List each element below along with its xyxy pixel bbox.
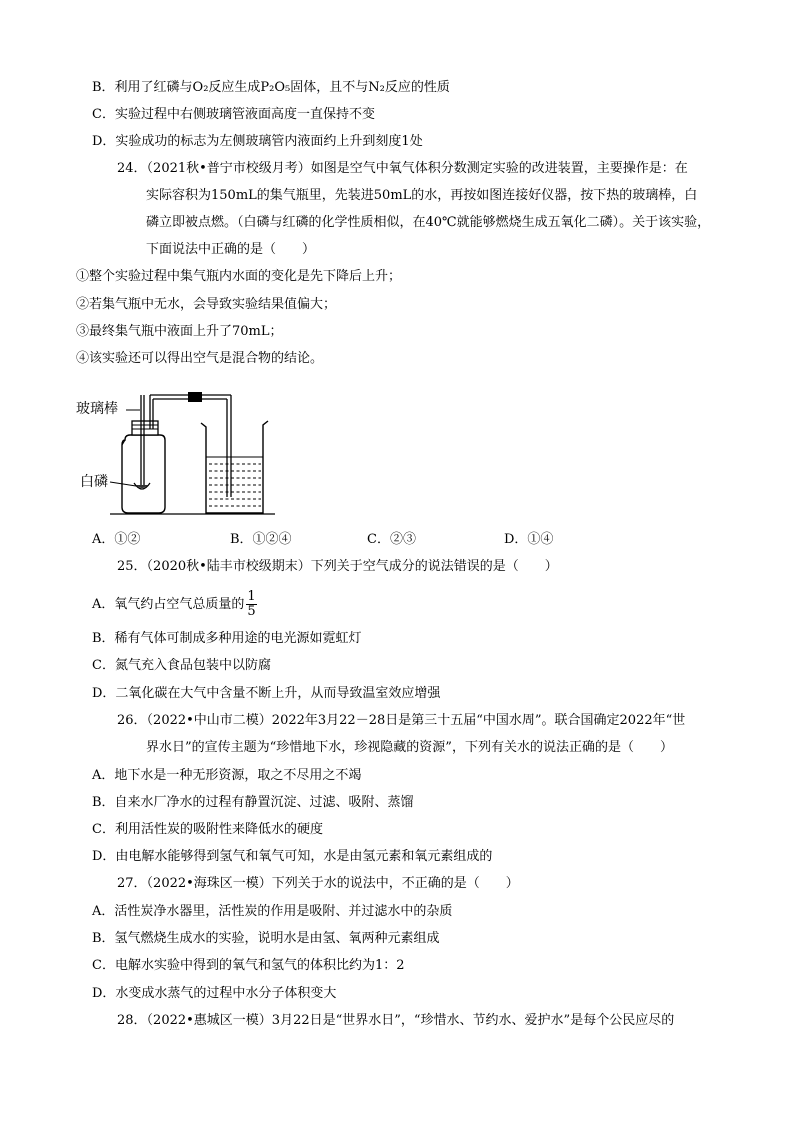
q26-option-d: D．由电解水能够得到氢气和氧气可知，水是由氢元素和氧元素组成的	[92, 849, 493, 864]
q25-option-d: D．二氧化碳在大气中含量不断上升，从而导致温室效应增强	[92, 686, 441, 701]
q23-option-b: B．利用了红磷与O₂反应生成P₂O₅固体，且不与N₂反应的性质	[92, 80, 450, 95]
q24-option-b: B．①②④	[230, 532, 292, 547]
q24-option-a: A．①②	[92, 532, 141, 547]
fraction-one-fifth	[246, 590, 256, 619]
q28-stem-line-1: 28．（2022•惠城区一模）3月22日是“世界水日”，“珍惜水、节约水、爱护水”是每个公民应尽的	[117, 1013, 675, 1028]
stopper	[132, 421, 158, 435]
q27-stem: 27．（2022•海珠区一模）下列关于水的说法中，不正确的是（ ）	[117, 876, 519, 891]
q25-option-a-text: A．氧气约占空气总质量的	[92, 597, 245, 612]
q24-stem-line-3: 磷立即被点燃。（白磷与红磷的化学性质相似，在40℃就能够燃烧生成五氧化二磷）。关于该实验，	[146, 215, 711, 230]
fraction-numerator: 1	[247, 589, 256, 604]
label-white-phosphorus: 白磷	[80, 474, 108, 490]
q26-stem-line-2: 界水日”的宣传主题为“珍惜地下水，珍视隐藏的资源”，下列有关水的说法正确的是（ ）	[146, 740, 673, 755]
q26-option-b: B．自来水厂净水的过程有静置沉淀、过滤、吸附、蒸馏	[92, 795, 414, 810]
q23-option-c: C．实验过程中右侧玻璃管液面高度一直保持不变	[92, 107, 375, 122]
q23-option-d: D．实验成功的标志为左侧玻璃管内液面约上升到刻度1处	[92, 134, 423, 149]
q26-option-a: A．地下水是一种无形资源，取之不尽用之不竭	[92, 768, 362, 783]
water-dashes	[209, 464, 261, 506]
q24-statement-2: ②若集气瓶中无水，会导致实验结果值偏大；	[76, 297, 337, 312]
q24-statement-4: ④该实验还可以得出空气是混合物的结论。	[76, 351, 324, 366]
q25-option-c: C．氮气充入食品包装中以防腐	[92, 658, 271, 673]
q24-statement-3: ③最终集气瓶中液面上升了70mL；	[76, 324, 283, 339]
q24-statement-1: ①整个实验过程中集气瓶内水面的变化是先下降后上升；	[76, 269, 402, 284]
q24-stem-line-4: 下面说法中正确的是（ ）	[146, 242, 316, 257]
q27-option-c: C．电解水实验中得到的氧气和氢气的体积比约为1：2	[92, 958, 405, 973]
q27-option-d: D．水变成水蒸气的过程中水分子体积变大	[92, 986, 337, 1001]
label-glass-rod: 玻璃棒	[76, 401, 118, 417]
q24-option-d: D．①④	[504, 532, 554, 547]
fraction-denominator: 5	[247, 604, 256, 619]
q25-option-b: B．稀有气体可制成多种用途的电光源如霓虹灯	[92, 631, 362, 646]
q27-option-a: A．活性炭净水器里，活性炭的作用是吸附、并过滤水中的杂质	[92, 904, 453, 919]
q26-option-c: C．利用活性炭的吸附性来降低水的硬度	[92, 822, 323, 837]
q24-stem-line-2: 实际容积为150mL的集气瓶里，先装进50mL的水，再按如图连接好仪器，按下热的玻璃棒，白	[146, 188, 698, 203]
q25-option-a	[92, 590, 257, 619]
q24-stem-line-1: 24．（2021秋•普宁市校级月考）如图是空气中氧气体积分数测定实验的改进装置，主要操作是：在	[117, 161, 688, 176]
q26-stem-line-1: 26．（2022•中山市二模）2022年3月22－28日是第三十五届“中国水周”。联合国确定2022年“世	[117, 713, 686, 728]
q25-stem: 25．（2020秋•陆丰市校级期末）下列关于空气成分的说法错误的是（ ）	[117, 559, 558, 574]
rubber-tube-clip	[188, 392, 202, 402]
q27-option-b: B．氢气燃烧生成水的实验，说明水是由氢、氧两种元素组成	[92, 931, 440, 946]
q24-option-c: C．②③	[367, 532, 416, 547]
